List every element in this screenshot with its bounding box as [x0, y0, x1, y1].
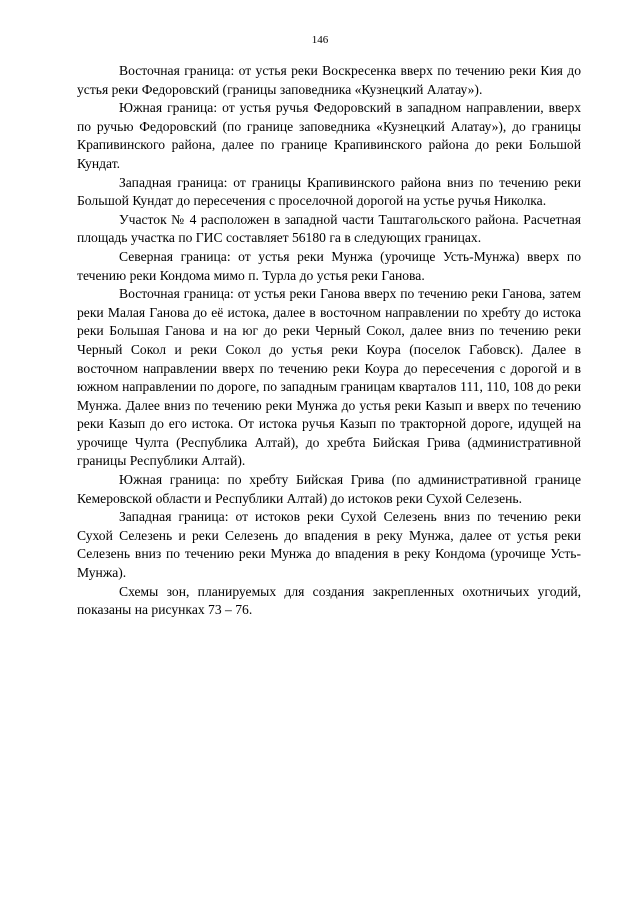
paragraph-north-boundary-4: Северная граница: от устья реки Мунжа (урочище Усть-Мунжа) вверх по течению реки Кондома мимо п. Турла до устья реки Ганова. [77, 248, 581, 283]
paragraph-south-boundary-4: Южная граница: по хребту Бийская Грива (по административной границе Кемеровской области и Республики Алтай) до истоков реки Сухой Селезень. [77, 472, 581, 506]
paragraph-plot-4-intro: Участок № 4 расположен в западной части Таштагольского района. Расчетная площадь участка по ГИС составляет 56180 га в следующих границах. [77, 211, 581, 246]
paragraph-west-boundary-4: Западная граница: от истоков реки Сухой Селезень вниз по течению реки Сухой Селезень и реки Селезень до впадения в реку Мунжа, далее от устья реки Селезень вниз по течению реки Мунжа до впадения в реку Кондома (урочище Усть-Мунжа). [77, 509, 581, 581]
paragraph-west-boundary-1: Западная граница: от границы Крапивинского района вниз по течению реки Большой Кундат до пересечения с проселочной дорогой на устье ручья Николка. [77, 174, 581, 209]
paragraph-east-boundary-1: Восточная граница: от устья реки Воскресенка вверх по течению реки Кия до устья реки Федоровский (границы заповедника «Кузнецкий Алатау»). [77, 63, 581, 97]
paragraph-schemes-note: Схемы зон, планируемых для создания закрепленных охотничьих угодий, показаны на рисунках 73 – 76. [77, 583, 581, 618]
document-body [77, 62, 581, 620]
page-number: 146 [311, 34, 329, 46]
paragraph-east-boundary-4: Восточная граница: от устья реки Ганова вверх по течению реки Ганова, затем реки Малая Ганова до её истока, далее в восточном направлении по хребту до истока реки Большая Ганова и на юг до реки Черный Сокол, далее вниз по течению реки Черный Сокол и реки Сокол до устья реки Коура (поселок Габовск). Далее в восточном направлении вверх по течению реки Коура до пересечения с дорогой и в южном направлении по дороге, по западным границам кварталов 111, 110, 108 до реки Мунжа. Далее вниз по течению реки Мунжа до устья реки Казып и вверх по течению реки Казып до его истока. От истока ручья Казып по тракторной дороге, идущей на урочище Чулта (Республика Алтай), до хребта Бийская Грива (административной границы Республики Алтай). [77, 286, 581, 469]
paragraph-south-boundary-1: Южная граница: от устья ручья Федоровский в западном направлении, вверх по ручью Федоровский (по границе заповедника «Кузнецкий Алатау»), до границы Крапивинского района, далее по границе Крапивинского района до реки Большой Кундат. [77, 100, 581, 171]
